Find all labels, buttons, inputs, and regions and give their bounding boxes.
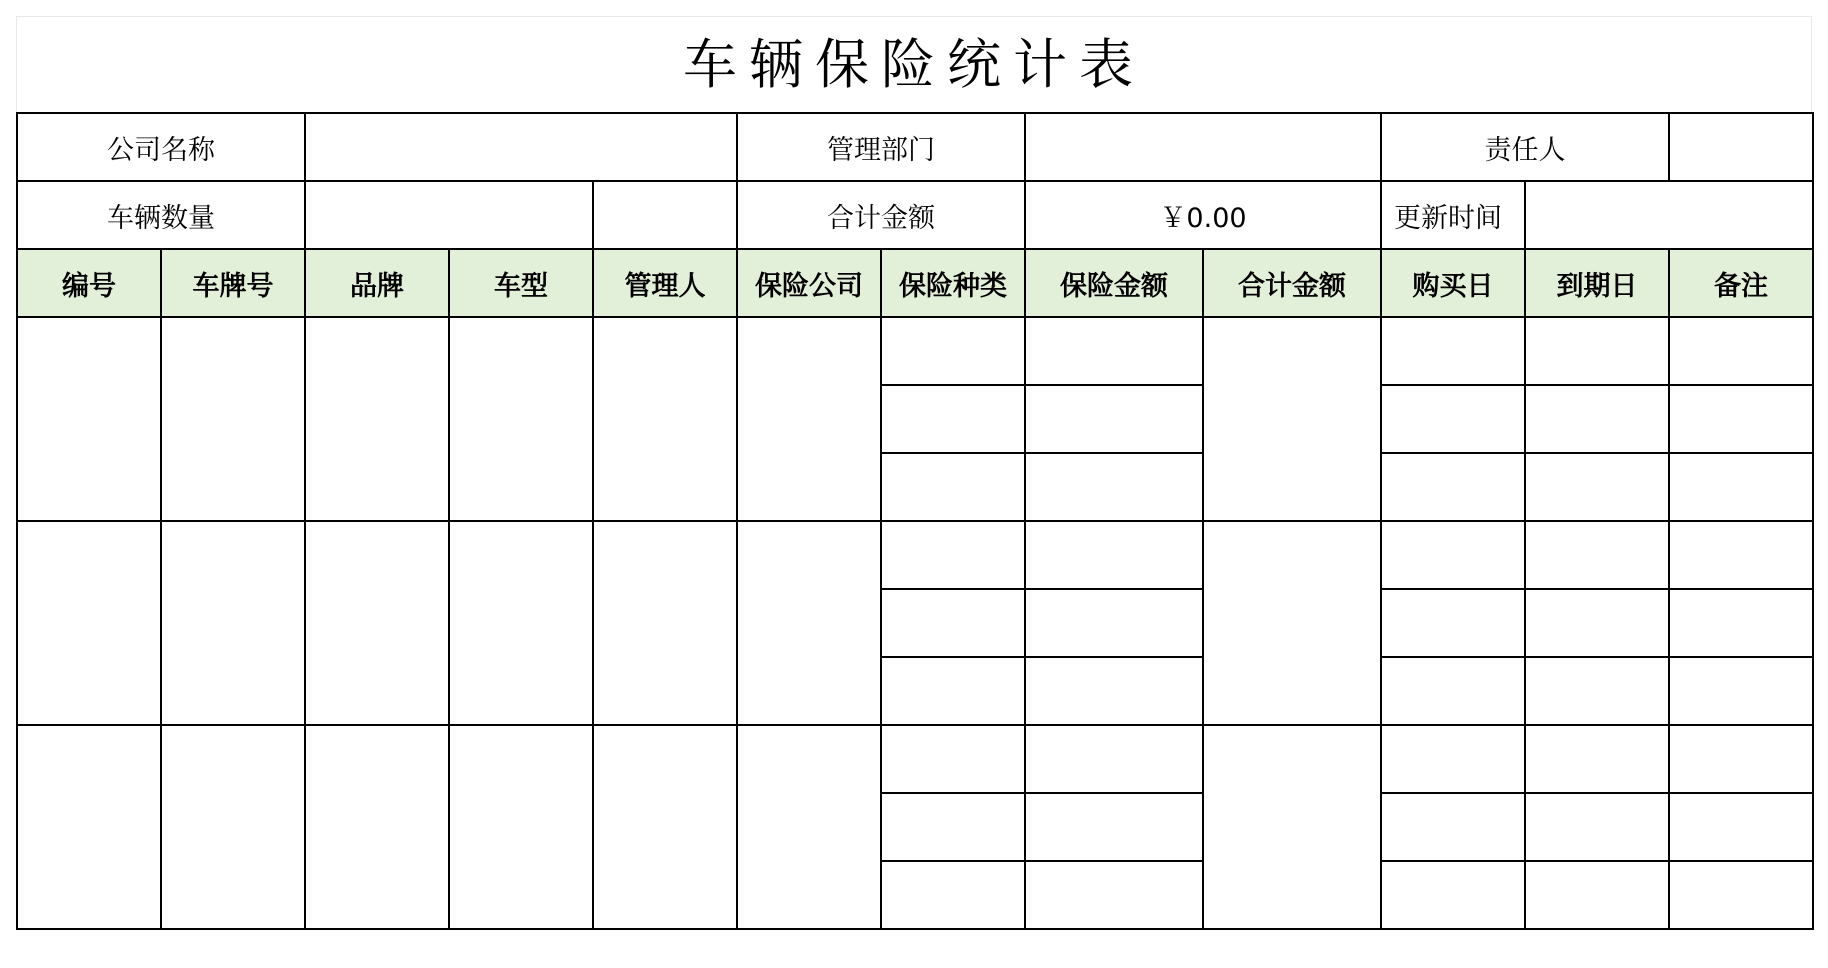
cell-expiry-date[interactable] (1525, 861, 1669, 929)
total-value[interactable]: ￥0.00 (1025, 181, 1381, 249)
cell-expiry-date[interactable] (1525, 317, 1669, 385)
cell-brand[interactable] (305, 521, 449, 725)
cell-purchase-date[interactable] (1381, 317, 1525, 385)
cell-remark[interactable] (1669, 317, 1813, 385)
col-header: 保险种类 (881, 249, 1025, 317)
cell-insurance-type[interactable] (881, 657, 1025, 725)
cell-purchase-date[interactable] (1381, 657, 1525, 725)
insurance-table (16, 112, 1814, 930)
company-label: 公司名称 (17, 113, 305, 181)
dept-label: 管理部门 (737, 113, 1025, 181)
cell-expiry-date[interactable] (1525, 385, 1669, 453)
col-header: 备注 (1669, 249, 1813, 317)
col-header: 车牌号 (161, 249, 305, 317)
cell-expiry-date[interactable] (1525, 793, 1669, 861)
col-header: 保险金额 (1025, 249, 1203, 317)
title-area (16, 16, 1812, 112)
cell-insurance-type[interactable] (881, 793, 1025, 861)
cell-id[interactable] (17, 521, 161, 725)
cell-insurance-amount[interactable] (1025, 861, 1203, 929)
cell-manager[interactable] (593, 521, 737, 725)
company-value-cell[interactable] (305, 113, 737, 181)
cell-purchase-date[interactable] (1381, 453, 1525, 521)
cell-expiry-date[interactable] (1525, 453, 1669, 521)
col-header: 购买日 (1381, 249, 1525, 317)
cell-purchase-date[interactable] (1381, 861, 1525, 929)
header-row (17, 249, 1813, 317)
cell-insurance-amount[interactable] (1025, 589, 1203, 657)
cell-insurance-amount[interactable] (1025, 657, 1203, 725)
cell-total-amount[interactable] (1203, 521, 1381, 725)
cell-insurance-type[interactable] (881, 453, 1025, 521)
cell-manager[interactable] (593, 317, 737, 521)
cell-expiry-date[interactable] (1525, 521, 1669, 589)
cell-insurance-type[interactable] (881, 521, 1025, 589)
cell-insurance-amount[interactable] (1025, 725, 1203, 793)
cell-plate[interactable] (161, 317, 305, 521)
cell-insurer[interactable] (737, 317, 881, 521)
vehicle-count-label: 车辆数量 (17, 181, 305, 249)
col-header: 到期日 (1525, 249, 1669, 317)
cell-id[interactable] (17, 725, 161, 929)
total-label: 合计金额 (737, 181, 1025, 249)
cell-insurance-type[interactable] (881, 589, 1025, 657)
cell-remark[interactable] (1669, 861, 1813, 929)
cell-purchase-date[interactable] (1381, 521, 1525, 589)
table-row (17, 725, 1813, 793)
owner-value-cell[interactable] (1669, 113, 1813, 181)
vehicle-count-extra-cell[interactable] (593, 181, 737, 249)
table-row (17, 317, 1813, 385)
update-label: 更新时间 (1381, 181, 1525, 249)
col-header: 编号 (17, 249, 161, 317)
cell-insurance-type[interactable] (881, 385, 1025, 453)
cell-insurance-amount[interactable] (1025, 793, 1203, 861)
cell-insurance-amount[interactable] (1025, 317, 1203, 385)
cell-insurance-type[interactable] (881, 317, 1025, 385)
cell-remark[interactable] (1669, 793, 1813, 861)
cell-purchase-date[interactable] (1381, 385, 1525, 453)
cell-remark[interactable] (1669, 453, 1813, 521)
cell-model[interactable] (449, 317, 593, 521)
cell-purchase-date[interactable] (1381, 589, 1525, 657)
cell-remark[interactable] (1669, 589, 1813, 657)
col-header: 管理人 (593, 249, 737, 317)
cell-brand[interactable] (305, 725, 449, 929)
cell-remark[interactable] (1669, 725, 1813, 793)
cell-insurance-amount[interactable] (1025, 453, 1203, 521)
cell-expiry-date[interactable] (1525, 725, 1669, 793)
cell-expiry-date[interactable] (1525, 589, 1669, 657)
owner-label: 责任人 (1381, 113, 1669, 181)
cell-plate[interactable] (161, 521, 305, 725)
cell-total-amount[interactable] (1203, 317, 1381, 521)
cell-remark[interactable] (1669, 385, 1813, 453)
cell-model[interactable] (449, 521, 593, 725)
cell-insurance-amount[interactable] (1025, 385, 1203, 453)
cell-purchase-date[interactable] (1381, 725, 1525, 793)
cell-plate[interactable] (161, 725, 305, 929)
cell-insurer[interactable] (737, 521, 881, 725)
update-value-cell[interactable] (1525, 181, 1813, 249)
cell-remark[interactable] (1669, 657, 1813, 725)
sheet-title: 车辆保险统计表 (683, 33, 1145, 96)
cell-purchase-date[interactable] (1381, 793, 1525, 861)
cell-insurance-type[interactable] (881, 861, 1025, 929)
cell-insurance-type[interactable] (881, 725, 1025, 793)
info-row-1 (17, 113, 1813, 181)
table-row (17, 521, 1813, 589)
col-header: 合计金额 (1203, 249, 1381, 317)
cell-insurance-amount[interactable] (1025, 521, 1203, 589)
cell-insurer[interactable] (737, 725, 881, 929)
info-row-2 (17, 181, 1813, 249)
cell-remark[interactable] (1669, 521, 1813, 589)
col-header: 车型 (449, 249, 593, 317)
vehicle-count-value-cell[interactable] (305, 181, 593, 249)
cell-brand[interactable] (305, 317, 449, 521)
col-header: 品牌 (305, 249, 449, 317)
cell-total-amount[interactable] (1203, 725, 1381, 929)
cell-manager[interactable] (593, 725, 737, 929)
cell-expiry-date[interactable] (1525, 657, 1669, 725)
cell-id[interactable] (17, 317, 161, 521)
dept-value-cell[interactable] (1025, 113, 1381, 181)
cell-model[interactable] (449, 725, 593, 929)
col-header: 保险公司 (737, 249, 881, 317)
